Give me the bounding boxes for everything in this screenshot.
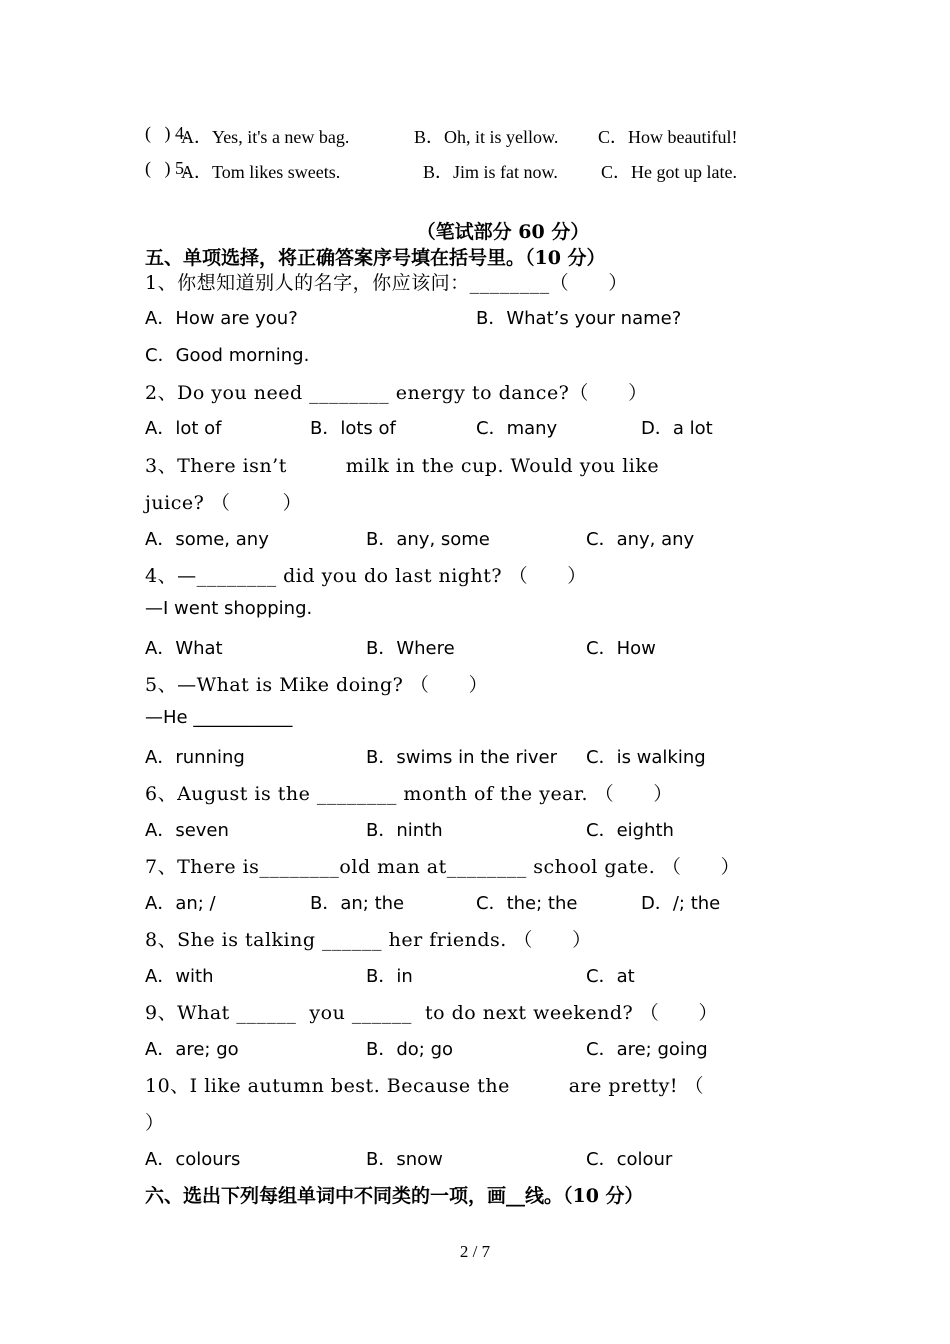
question-10-stem: 10、I like autumn best. Because the are pretty! （	[145, 1075, 705, 1097]
option-c: C．How	[586, 638, 656, 659]
option-a: A．some, any	[145, 529, 269, 550]
section-5-title: 五、单项选择，将正确答案序号填在括号里。（10 分）	[145, 247, 606, 269]
option-b: B．snow	[366, 1149, 443, 1170]
option-c: C．How beautiful!	[598, 127, 738, 147]
option-c: C．many	[476, 418, 558, 439]
option-d: D．/; the	[641, 893, 721, 914]
question-9-stem: 9、What ______ you ______ to do next weekend? （ ）	[145, 1002, 718, 1024]
question-1-stem: 1、你想知道别人的名字，你应该问：________（ ）	[145, 272, 628, 294]
question-3-stem: 3、There isn’t milk in the cup. Would you like	[145, 455, 660, 477]
option-b: B．an; the	[310, 893, 405, 914]
option-a: A．seven	[145, 820, 229, 841]
option-b: B．in	[366, 966, 413, 987]
option-c: C．colour	[586, 1149, 673, 1170]
option-c: C．is walking	[586, 747, 706, 768]
option-a: A．Tom likes sweets.	[181, 162, 341, 182]
question-8-stem: 8、She is talking ______ her friends. （ ）	[145, 929, 592, 951]
option-a: A．an; /	[145, 893, 216, 914]
option-b: B．Oh, it is yellow.	[414, 127, 559, 147]
option-b: B．any, some	[366, 529, 490, 550]
option-a: A．lot of	[145, 418, 222, 439]
option-c: C．eighth	[586, 820, 674, 841]
option-b: B．Where	[366, 638, 455, 659]
option-c: C．any, any	[586, 529, 695, 550]
option-b: B．What’s your name?	[476, 308, 682, 329]
question-5-reply: —He ___________	[145, 707, 293, 728]
item-number: ( ) 5.	[145, 158, 189, 178]
option-b: B．lots of	[310, 418, 396, 439]
option-a: A．What	[145, 638, 223, 659]
option-b: B．Jim is fat now.	[423, 162, 558, 182]
option-b: B．swims in the river	[366, 747, 558, 768]
option-c: C．the; the	[476, 893, 578, 914]
option-b: B．do; go	[366, 1039, 454, 1060]
question-2-stem: 2、Do you need ________ energy to dance?（ ）	[145, 382, 648, 404]
option-c: C．are; going	[586, 1039, 708, 1060]
option-a: A．How are you?	[145, 308, 298, 329]
question-4-reply: —I went shopping.	[145, 598, 313, 619]
section-6-title: 六、选出下列每组单词中不同类的一项，画__线。（10 分）	[145, 1185, 644, 1207]
option-a: A．are; go	[145, 1039, 239, 1060]
option-c: C．Good morning.	[145, 345, 310, 366]
question-3-stem-continued: juice? （ ）	[145, 492, 303, 514]
page-number: 2 / 7	[459, 1242, 491, 1261]
written-part-header: （笔试部分 60 分）	[416, 221, 590, 243]
question-7-stem: 7、There is________old man at________ school gate. （ ）	[145, 856, 741, 878]
option-c: C．at	[586, 966, 635, 987]
question-5-stem: 5、—What is Mike doing? （ ）	[145, 674, 489, 696]
question-6-stem: 6、August is the ________ month of the year. （ ）	[145, 783, 673, 805]
option-a: A．running	[145, 747, 245, 768]
option-d: D．a lot	[641, 418, 713, 439]
item-number: ( ) 4.	[145, 123, 189, 143]
question-4-stem: 4、—________ did you do last night? （ ）	[145, 565, 587, 587]
option-b: B．ninth	[366, 820, 443, 841]
option-a: A．with	[145, 966, 214, 987]
option-a: A．colours	[145, 1149, 241, 1170]
option-a: A．Yes, it's a new bag.	[181, 127, 350, 147]
option-c: C．He got up late.	[601, 162, 737, 182]
question-10-stem-continued: ）	[145, 1112, 165, 1134]
